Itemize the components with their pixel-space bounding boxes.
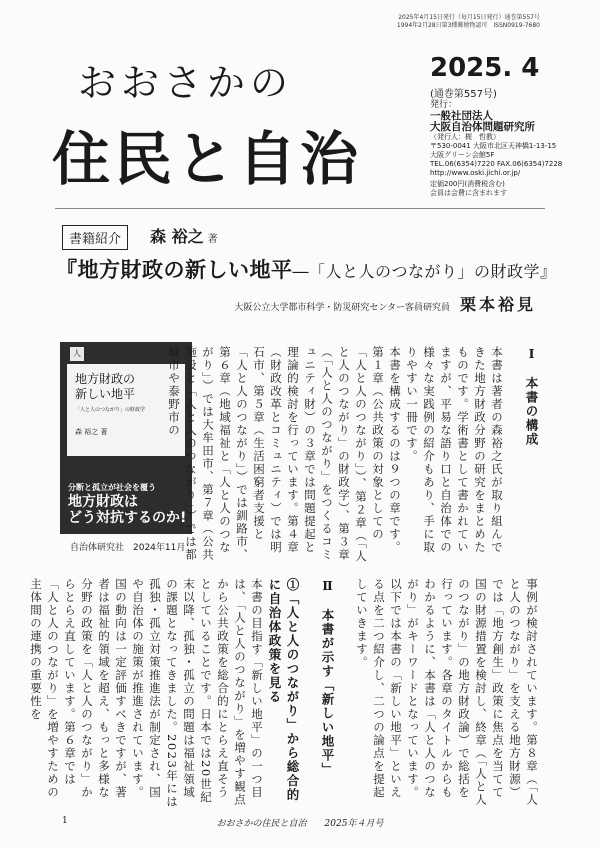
price-note: 会員は会費に含まれます bbox=[430, 189, 507, 197]
section1-heading: Ⅰ 本書の構成 bbox=[524, 346, 539, 447]
masthead-title: 住民と自治 bbox=[52, 125, 363, 193]
publisher-address1: 〒530-0041 大阪市北区天神橋1-13-15 bbox=[430, 142, 557, 150]
paragraph-5: 本書の目指す「新しい地平」の一つ目は、「人と人のつながり」を増やす観点から公共政策を総合的にとらえ直そうとしていることです。日本では20世紀末以降、孤独・孤立の問題は福祉領域の課題となってきました。2023年には孤独・孤立対策推進法が制定され、国や自治体の施策が推進されています。国の動向は一定評価すべきですが、著者は福祉的領域を超え、もっと多様な分野の政策を「人と人のつながり」からとらえ直しています。第６章では「人と人のつながり」を増やすための主体間の連携の重要性を bbox=[29, 578, 264, 809]
publisher-label: 発行： bbox=[430, 100, 458, 110]
pubinfo-line1: 2025年4月15日発行（毎月15日発行）通巻第557号 bbox=[398, 14, 540, 21]
book-subtitle: ―「人と人のつながり」の財政学』 bbox=[292, 262, 557, 281]
footer-title: おおさかの住民と自治 2025年４月号 bbox=[216, 819, 384, 829]
book-title bbox=[56, 254, 557, 284]
publisher-org2: 大阪自治体問題研究所 bbox=[430, 121, 535, 133]
price: 定価200円(消費税含む) bbox=[430, 180, 505, 188]
subsection1-heading: ①「人と人のつながり」から総合的に自治体政策を見る bbox=[267, 578, 300, 802]
book-title-main: 『地方財政の新しい地平 bbox=[56, 258, 293, 282]
reviewer bbox=[234, 292, 536, 315]
issue-block bbox=[430, 53, 539, 100]
publication-info bbox=[397, 14, 540, 30]
publisher-person: （発行人：梶 哲教） bbox=[430, 133, 500, 141]
review-tag: 書籍紹介 bbox=[62, 225, 128, 250]
body-column-upper bbox=[167, 346, 540, 566]
paragraph-2: 本書を構成するのは９つの章です。第１章（公共政策の対象としての「人と人のつながり」）、第２章（「人と人のつながり」の財政学）、第３章（「人と人のつながり」をつくるコミュニティ財）の３章では問題提起と理論的検討を行っています。第４章（財政改革とコミュニティ）では明石市、第５章（生活困窮者支援と「人と人のつながり」）では釧路市、第６章（地域福祉と「人と人のつながり」）では大牟田市、第７章（公共施設と「人と人のつながり」）では都城市や泰野市の bbox=[167, 346, 402, 563]
publisher-address2: 大阪グリーン会館5F bbox=[430, 151, 495, 159]
publisher-url[interactable]: http://www.oski.jichi.or.jp/ bbox=[430, 169, 521, 177]
publisher-org1: 一般社団法人 bbox=[430, 110, 493, 122]
header-divider bbox=[55, 208, 545, 209]
cover-title-line1: 地方財政の bbox=[75, 372, 136, 386]
issue-date: 2025. 4 bbox=[430, 53, 540, 83]
masthead-small: おおさかの bbox=[78, 61, 294, 105]
cover-badge: 人 bbox=[70, 347, 84, 361]
cover-title-line2: 新しい地平 bbox=[75, 387, 136, 401]
cover-band2a: 地方財政は bbox=[68, 494, 138, 510]
cover-band1: 分断と孤立が社会を覆う bbox=[68, 483, 156, 492]
author-name: 森 裕之 bbox=[150, 227, 204, 246]
publisher-tel: TEL.06(6354)7220 FAX.06(6354)7228 bbox=[430, 160, 563, 168]
cover-band2 bbox=[68, 494, 186, 526]
book-author bbox=[150, 224, 218, 247]
cover-caption: 自治体研究社 2024年11月 bbox=[70, 543, 186, 553]
pubinfo-line2: 1994年2月28日第3種郵便物認可 ISSN0919-7680 bbox=[396, 22, 540, 29]
page-number: 1 bbox=[62, 816, 68, 826]
reviewer-affiliation: 大阪公立大学都市科学・防災研究センター客員研究員 bbox=[234, 303, 450, 313]
paragraph-1: 本書は著者の森裕之氏が取り組んできた地方財政分野の研究をまとめたものです。学術書として書かれていますが、平易な語り口と自治体での様々な実践例の紹介もあり、手に取りやすい一冊です。 bbox=[405, 346, 504, 554]
paragraph-4: 以下では本書の「新しい地平」といえる点を二つ紹介し、二つの論点を提起していきます。 bbox=[355, 578, 403, 799]
cover-author: 森 裕之 著 bbox=[75, 428, 108, 436]
author-suffix: 著 bbox=[207, 234, 218, 245]
publisher-block bbox=[430, 100, 562, 198]
issue-number: (通巻第557号) bbox=[430, 89, 497, 100]
section2-heading: Ⅱ 本書が示す「新しい地平」 bbox=[320, 578, 335, 777]
body-column-lower bbox=[29, 578, 540, 810]
reviewer-name: 栗本裕見 bbox=[459, 295, 536, 314]
cover-band2b: どう対抗するのか! bbox=[68, 510, 187, 526]
paragraph-3: 事例が検討されています。第８章（「人と人のつながり」を支える地方財源）では「地方創生」政策に焦点を当てて国の財源措置を検討し、終章（「人と人のつながり」の地方財政論）で総括を行っています。各章のタイトルからもわかるように、本書は「人と人のつながり」がキーワードとなっています。 bbox=[406, 578, 539, 807]
cover-subtitle: 「人と人のつながり」の財政学 bbox=[75, 407, 146, 413]
